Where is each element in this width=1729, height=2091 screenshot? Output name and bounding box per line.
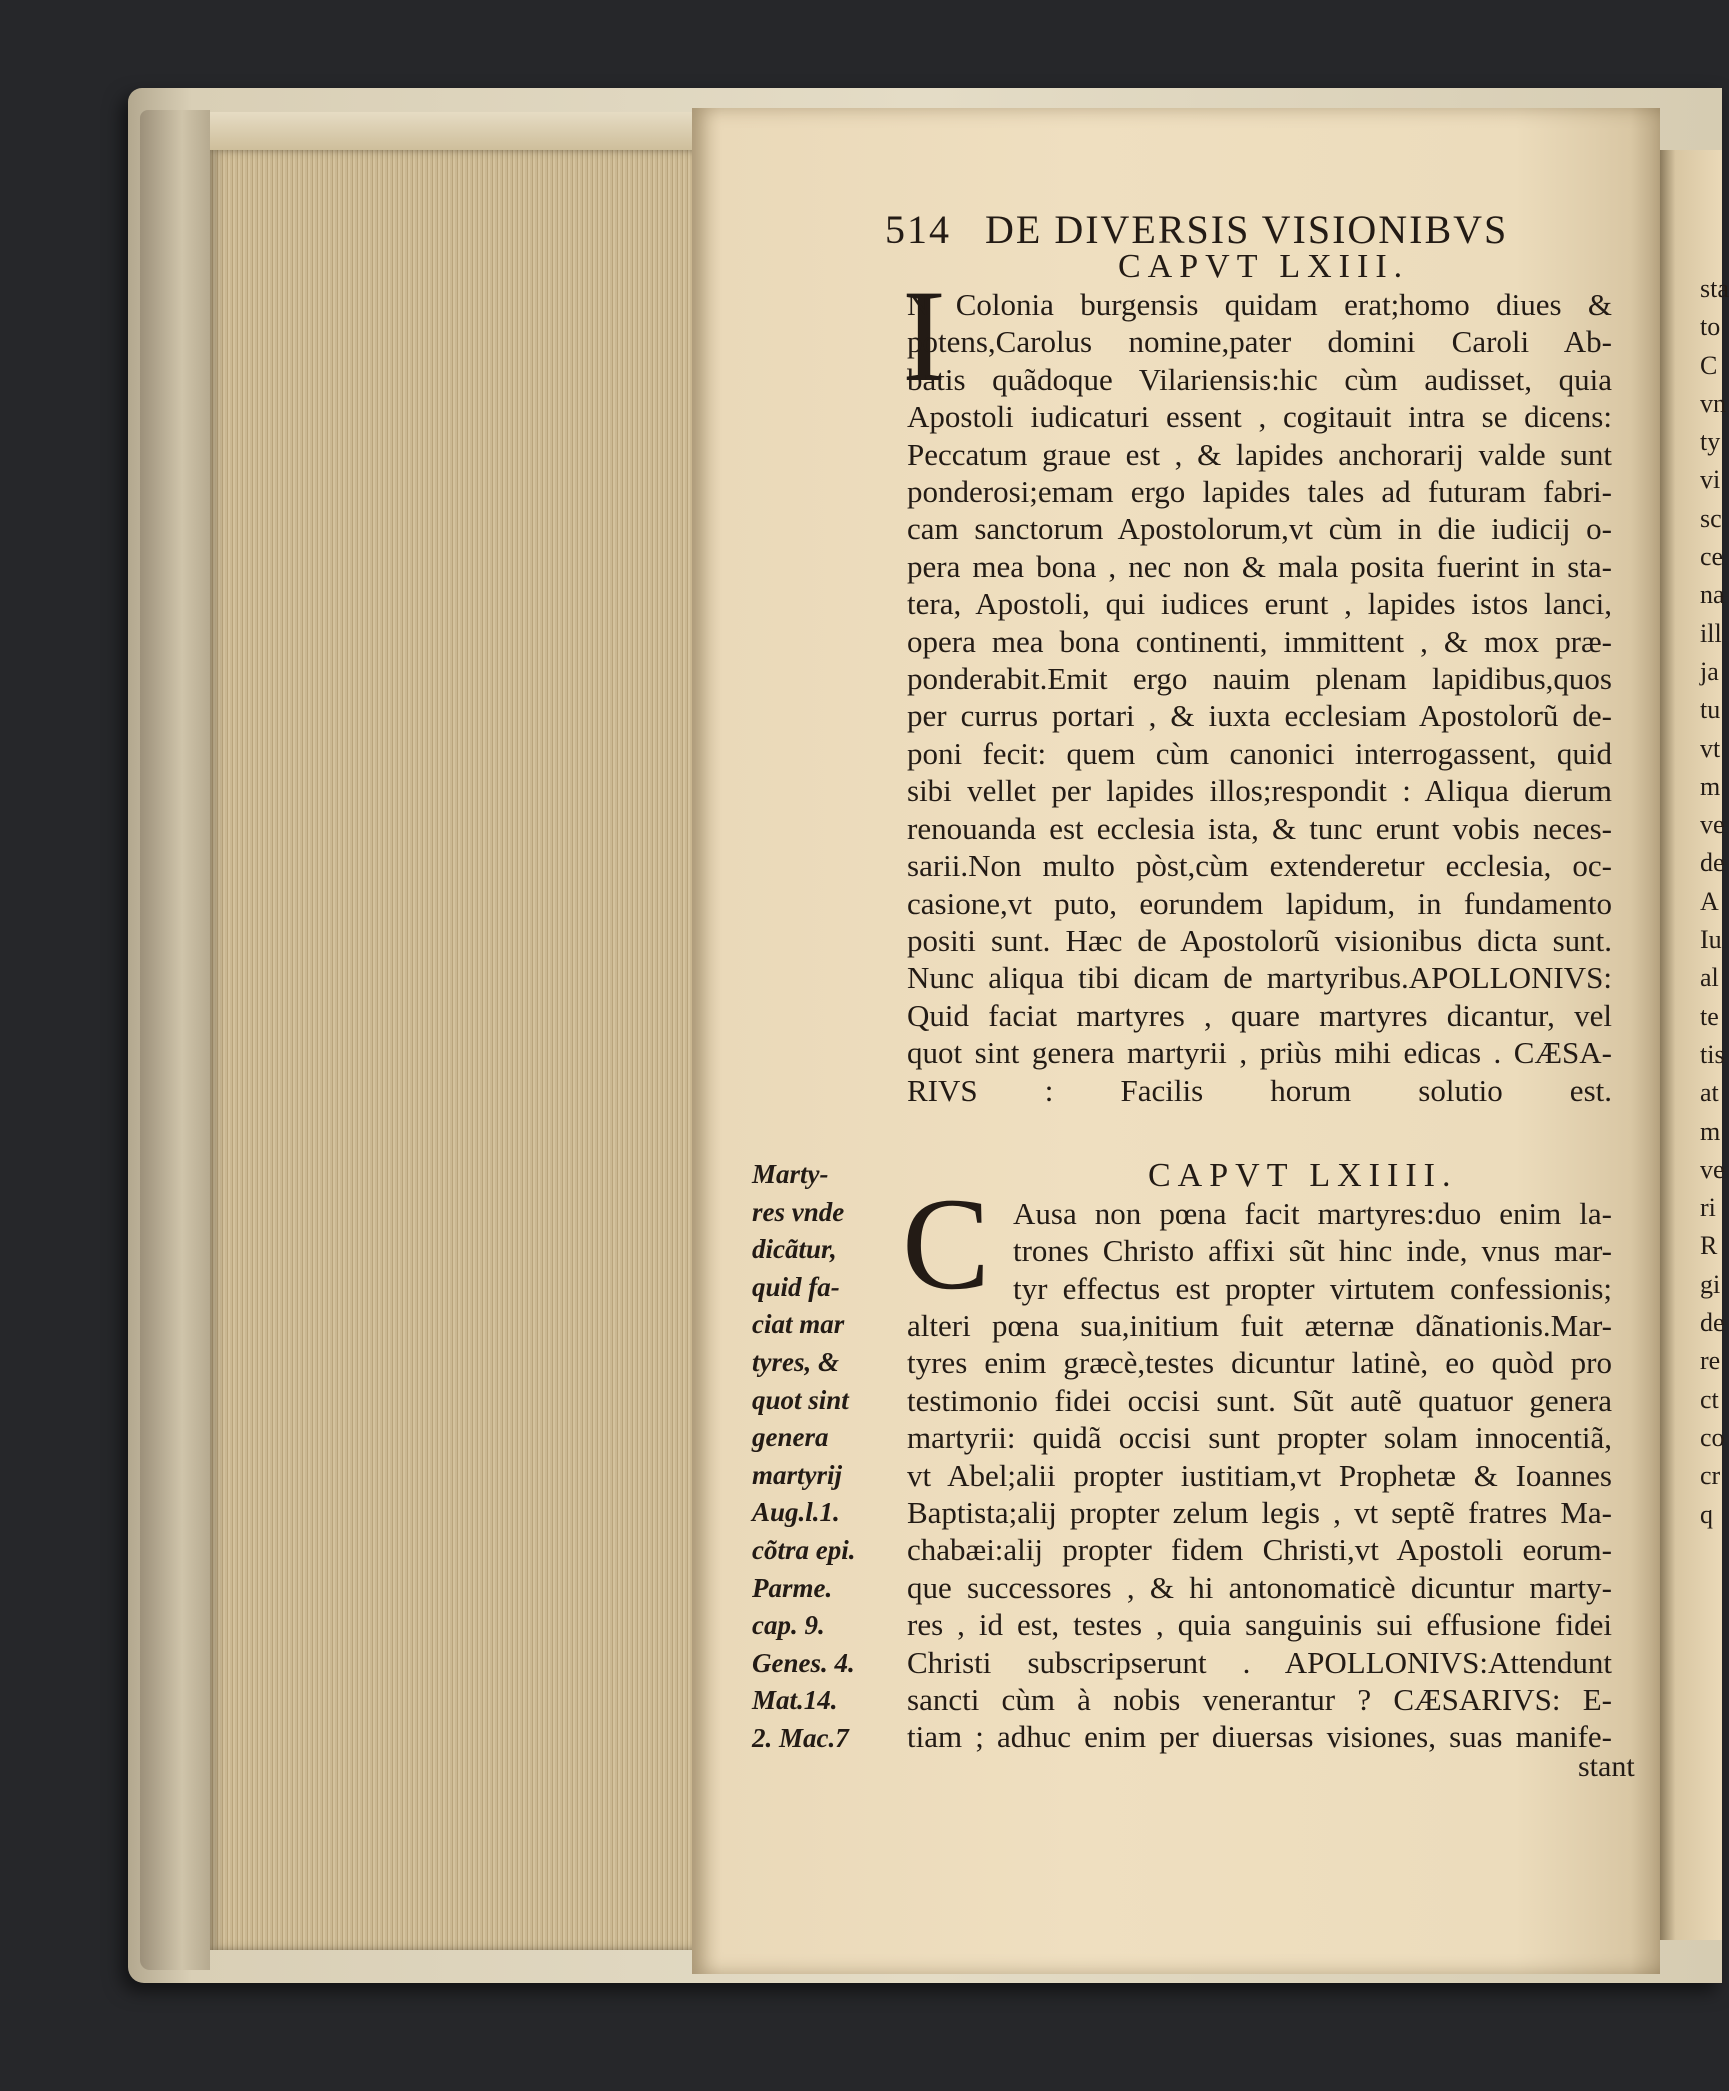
facing-fragment: ty bbox=[1700, 427, 1721, 457]
facing-fragment: tis bbox=[1700, 1039, 1725, 1069]
running-title: DE DIVERSIS VISIONIBVS bbox=[985, 207, 1509, 252]
text-line: Nunc aliqua tibi dicam de martyribus.APOLLONIVS: bbox=[907, 960, 1612, 996]
running-head bbox=[885, 206, 1508, 253]
facing-fragment: de bbox=[1700, 848, 1725, 878]
margin-note: cõtra epi. bbox=[752, 1534, 856, 1565]
text-line: Peccatum graue est , & lapides anchorarij valde sunt bbox=[907, 436, 1612, 472]
facing-fragment: co bbox=[1700, 1422, 1725, 1452]
text-line: potens,Carolus nomine,pater domini Caroli Ab- bbox=[907, 324, 1612, 360]
text-line: batis quãdoque Vilariensis:hic cùm audisset, quia bbox=[907, 361, 1612, 397]
facing-fragment: m bbox=[1700, 771, 1721, 801]
facing-fragment: al bbox=[1700, 963, 1719, 993]
facing-fragment: at bbox=[1700, 1078, 1719, 1108]
margin-note: Marty- bbox=[752, 1159, 829, 1189]
text-line: chabæi:alij propter fidem Christi,vt Apostoli eorum- bbox=[907, 1532, 1612, 1568]
facing-fragment: cr bbox=[1700, 1461, 1721, 1491]
text-line: tiam ; adhuc enim per diuersas visiones, suas manife- bbox=[907, 1719, 1612, 1755]
facing-fragment: ve bbox=[1700, 1154, 1725, 1184]
facing-fragment: de bbox=[1700, 1308, 1725, 1338]
margin-note: martyrij bbox=[752, 1459, 843, 1490]
facing-fragment: C bbox=[1700, 350, 1718, 380]
chapter-64-text bbox=[907, 1307, 1612, 1756]
text-line: alteri pœna sua,initium fuit æternæ dãnationis.Mar- bbox=[907, 1308, 1612, 1343]
margin-note: quot sint bbox=[752, 1384, 849, 1415]
text-line: res , id est, testes , quia sanguinis sui effusione fidei bbox=[907, 1607, 1612, 1643]
facing-fragment: ill bbox=[1700, 618, 1722, 648]
chapter-63-text bbox=[907, 286, 1612, 1109]
text-line: pera mea bona , nec non & mala posita fuerint in sta- bbox=[907, 548, 1612, 584]
text-line: cam sanctorum Apostolorum,vt cùm in die iudicij o- bbox=[907, 511, 1612, 547]
margin-note: cap. 9. bbox=[752, 1610, 825, 1641]
text-line: casione,vt puto, eorundem lapidum, in fundamento bbox=[907, 885, 1612, 921]
chapter-heading-63: CAPVT LXIII. bbox=[1118, 248, 1410, 285]
margin-note: tyres, & bbox=[752, 1346, 839, 1377]
text-line: quot sint genera martyrii , priùs mihi edicas . CÆSA- bbox=[907, 1035, 1612, 1071]
text-line: martyrii: quidã occisi sunt propter solam innocentiã, bbox=[907, 1420, 1612, 1456]
text-line: N Colonia burgensis quidam erat;homo diues & bbox=[907, 287, 1612, 322]
text-line: testimonio fidei occisi sunt. Sũt autẽ quatuor genera bbox=[907, 1382, 1612, 1418]
text-line: sancti cùm à nobis venerantur ? CÆSARIVS: E- bbox=[907, 1682, 1612, 1718]
facing-fragment: sc bbox=[1700, 503, 1722, 533]
facing-fragment: ct bbox=[1700, 1384, 1719, 1414]
text-line: tera, Apostoli, qui iudices erunt , lapides istos lanci, bbox=[907, 586, 1612, 622]
margin-note: genera bbox=[752, 1422, 829, 1453]
facing-fragment: Iu bbox=[1700, 925, 1722, 955]
facing-fragment: ri bbox=[1700, 1193, 1716, 1223]
text-line: vt Abel;alii propter iustitiam,vt Prophetæ & Ioannes bbox=[907, 1457, 1612, 1493]
text-line: que successores , & hi antonomaticè dicuntur marty- bbox=[907, 1569, 1612, 1605]
margin-note: 2. Mac.7 bbox=[752, 1722, 849, 1753]
chapter-heading-64: CAPVT LXIIII. bbox=[1148, 1157, 1458, 1194]
text-line: poni fecit: quem cùm canonici interrogassent, quid bbox=[907, 735, 1612, 771]
margin-note: Parme. bbox=[752, 1572, 833, 1603]
text-line: tyr effectus est propter virtutem confessionis; bbox=[1013, 1270, 1612, 1306]
facing-fragment: vi bbox=[1700, 465, 1721, 495]
facing-fragment: ja bbox=[1700, 656, 1719, 686]
text-line: tyres enim græcè,testes dicuntur latinè, eo quòd pro bbox=[907, 1345, 1612, 1381]
margin-notes bbox=[752, 1156, 887, 1758]
text-line: Ausa non pœna facit martyres:duo enim la- bbox=[1013, 1196, 1612, 1231]
margin-note: ciat mar bbox=[752, 1309, 845, 1340]
facing-fragment: vt bbox=[1700, 733, 1721, 763]
facing-fragment: te bbox=[1700, 1001, 1719, 1031]
dropcap-C: C bbox=[902, 1170, 991, 1317]
text-line: RIVS : Facilis horum solutio est. bbox=[907, 1072, 1612, 1108]
text-line: Christi subscripserunt . APOLLONIVS:Attendunt bbox=[907, 1644, 1612, 1680]
margin-note: Aug.l.1. bbox=[752, 1497, 840, 1528]
margin-note: res vnde bbox=[752, 1196, 845, 1227]
page-block-top bbox=[210, 112, 700, 152]
facing-fragment: gi bbox=[1700, 1269, 1721, 1299]
text-line: opera mea bona continenti, immittent , & mox præ- bbox=[907, 623, 1612, 659]
facing-fragment: sta bbox=[1700, 274, 1729, 303]
margin-note: Genes. 4. bbox=[752, 1647, 855, 1678]
text-line: ponderabit.Emit ergo nauim plenam lapidibus,quos bbox=[907, 661, 1612, 697]
page-number: 514 bbox=[885, 207, 951, 252]
chapter-64-indented-text bbox=[1013, 1195, 1612, 1307]
facing-fragment: m bbox=[1700, 1116, 1721, 1146]
text-line: sarii.Non multo pòst,cùm extenderetur ecclesia, oc- bbox=[907, 848, 1612, 884]
text-line: ponderosi;emam ergo lapides tales ad futuram fabri- bbox=[907, 474, 1612, 510]
text-line: Baptista;alij propter zelum legis , vt septẽ fratres Ma- bbox=[907, 1495, 1612, 1531]
text-line: Apostoli iudicaturi essent , cogitauit intra se dicens: bbox=[907, 399, 1612, 435]
facing-fragment: re bbox=[1700, 1346, 1721, 1376]
facing-fragment: na bbox=[1700, 580, 1725, 610]
text-line: trones Christo affixi sũt hinc inde, vnus mar- bbox=[1013, 1233, 1612, 1269]
facing-page-text bbox=[1700, 270, 1729, 1534]
text-line: per currus portari , & iuxta ecclesiam Apostolorũ de- bbox=[907, 698, 1612, 734]
margin-note: dicãtur, bbox=[752, 1234, 837, 1265]
text-line: Quid faciat martyres , quare martyres dicantur, vel bbox=[907, 997, 1612, 1033]
cover-spine-edge bbox=[140, 110, 210, 1970]
margin-note: Mat.14. bbox=[752, 1685, 838, 1716]
catchword: stant bbox=[1578, 1750, 1635, 1783]
text-line: sibi vellet per lapides illos;respondit : Aliqua dierum bbox=[907, 773, 1612, 809]
dropcap-I: I bbox=[902, 262, 946, 409]
page-block-fore-edge bbox=[210, 150, 700, 1950]
facing-fragment: ve bbox=[1700, 810, 1725, 840]
margin-note: quid fa- bbox=[752, 1271, 840, 1302]
facing-fragment: vn bbox=[1700, 388, 1726, 418]
facing-fragment: R bbox=[1700, 1231, 1718, 1261]
text-line: positi sunt. Hæc de Apostolorũ visionibus dicta sunt. bbox=[907, 922, 1612, 958]
text-line: renouanda est ecclesia ista, & tunc erunt vobis neces- bbox=[907, 810, 1612, 846]
facing-fragment: A bbox=[1700, 886, 1719, 916]
facing-fragment: tu bbox=[1700, 695, 1721, 725]
facing-fragment: q bbox=[1700, 1499, 1713, 1529]
facing-fragment: ce bbox=[1700, 542, 1724, 572]
facing-fragment: to bbox=[1700, 312, 1721, 342]
